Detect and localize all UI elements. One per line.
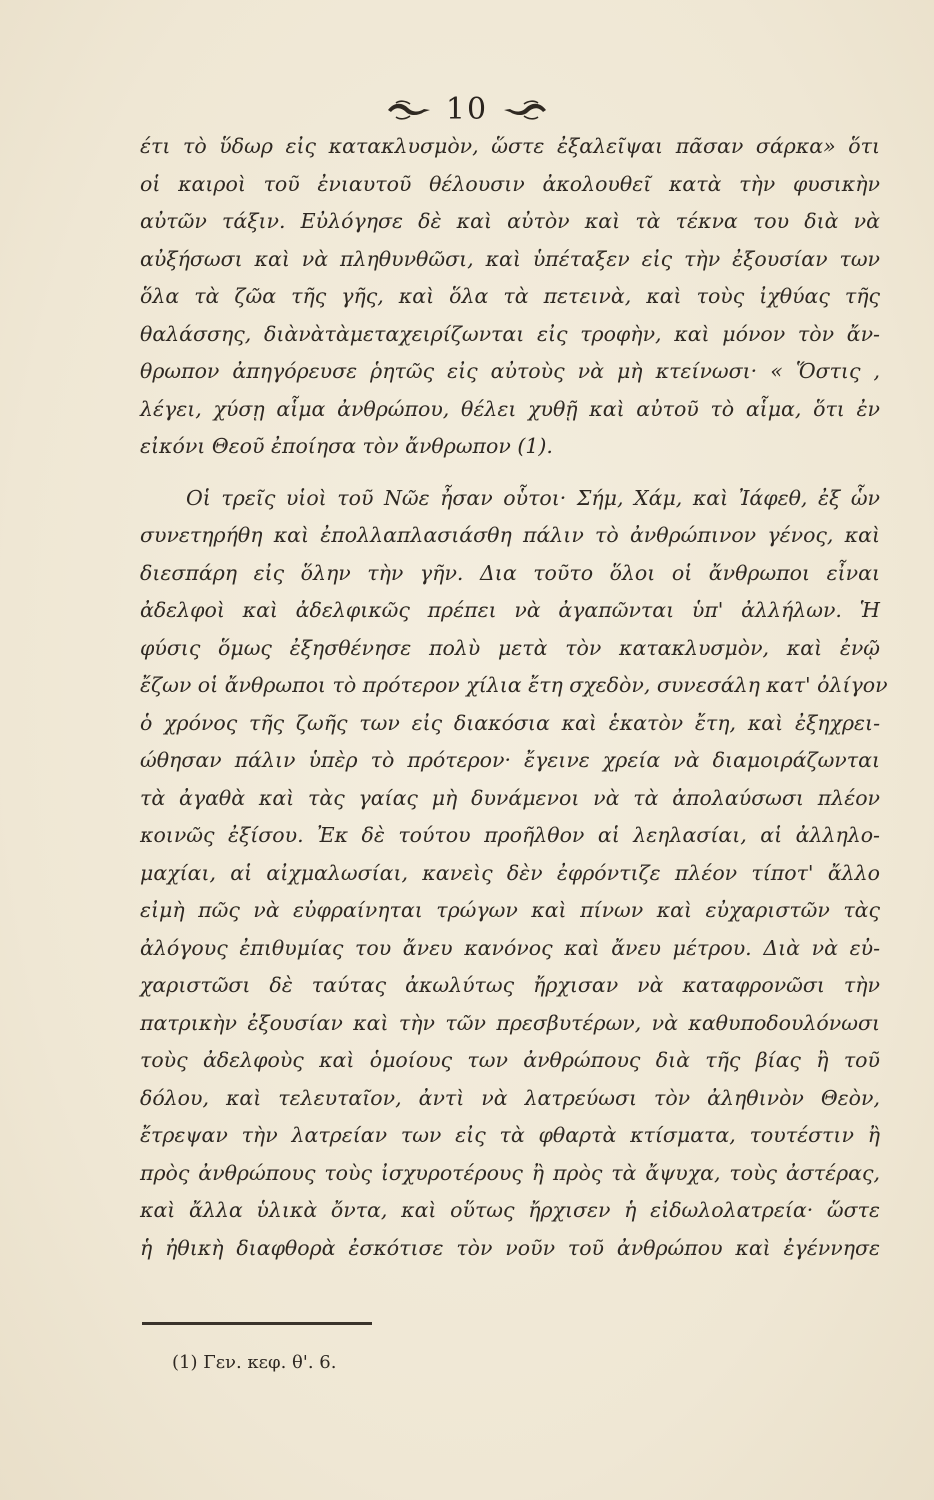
text-line: αὐτῶν τάξιν. Εὐλόγησε δὲ καὶ αὐτὸν καὶ τὰ τέκνα του διὰ νὰ (140, 209, 880, 233)
text-line: αὐξήσωσι καὶ νὰ πληθυνθῶσι, καὶ ὑπέταξεν εἰς τὴν ἐξουσίαν των (140, 246, 880, 271)
footnote: (1) Γεν. κεφ. θ'. 6. (172, 1352, 337, 1373)
footnote-rule (142, 1322, 372, 1325)
text-line: καὶ ἄλλα ὑλικὰ ὄντα, καὶ οὕτως ἤρχισεν ἡ εἰδωλολατρεία· ὥστε (140, 1198, 880, 1222)
text-line: πρὸς ἀνθρώπους τοὺς ἰσχυροτέρους ἢ πρὸς τὰ ἄψυχα, τοὺς ἀστέρας, (140, 1160, 880, 1185)
page-header (0, 92, 934, 127)
text-line: οἱ καιροὶ τοῦ ἐνιαυτοῦ θέλουσιν ἀκολουθεῖ κατὰ τὴν φυσικὴν (140, 171, 880, 196)
text-line: εἰμὴ πῶς νὰ εὐφραίνηται τρώγων καὶ πίνων καὶ εὐχαριστῶν τὰς (140, 898, 880, 922)
text-line: τὰ ἀγαθὰ καὶ τὰς γαίας μὴ δυνάμενοι νὰ τὰ ἀπολαύσωσι πλέον (140, 785, 880, 810)
paragraph-1 (140, 128, 880, 466)
text-line: ώθησαν πάλιν ὑπὲρ τὸ πρότερον· ἔγεινε χρεία νὰ διαμοιράζωνται (140, 748, 880, 772)
text-line: θρωπον ἀπηγόρευσε ῥητῶς εἰς αὐτοὺς νὰ μὴ κτείνωσι· « Ὅστις , (140, 359, 880, 383)
text-line: διεσπάρη εἰς ὅλην τὴν γῆν. Δια τοῦτο ὅλοι οἱ ἄνθρωποι εἶναι (140, 560, 880, 585)
paragraph-gap (140, 466, 880, 480)
right-ornament-icon (502, 99, 548, 121)
left-ornament-icon (386, 99, 432, 121)
text-line: Οἱ τρεῖς υἱοὶ τοῦ Νῶε ἦσαν οὗτοι· Σήμ, Χάμ, καὶ Ἰάφεθ, ἐξ ὧν (186, 485, 880, 510)
text-line: ἔζων οἱ ἄνθρωποι τὸ πρότερον χίλια ἔτη σχεδὸν, συνεσάλη κατ' ὀλίγον (140, 673, 888, 697)
text-line: χαριστῶσι δὲ ταύτας ἀκωλύτως ἤρχισαν νὰ καταφρονῶσι τὴν (140, 973, 880, 997)
text-line: ἀλόγους ἐπιθυμίας του ἄνευ κανόνος καὶ ἄνευ μέτρου. Διὰ νὰ εὐ- (140, 935, 880, 960)
text-line: φύσις ὅμως ἐξησθένησε πολὺ μετὰ τὸν κατακλυσμὸν, καὶ ἐνῷ (140, 635, 880, 660)
text-line: ὅλα τὰ ζῶα τῆς γῆς, καὶ ὅλα τὰ πετεινὰ, καὶ τοὺς ἰχθύας τῆς (140, 284, 880, 308)
text-line: ὁ χρόνος τῆς ζωῆς των εἰς διακόσια καὶ ἑκατὸν ἔτη, καὶ ἐξηχρει- (140, 710, 880, 735)
paragraph-2 (140, 480, 888, 1268)
text-line: ἔτρεψαν τὴν λατρείαν των εἰς τὰ φθαρτὰ κτίσματα, τουτέστιν ἢ (140, 1123, 880, 1147)
text-line: ἀδελφοὶ καὶ ἀδελφικῶς πρέπει νὰ ἀγαπῶνται ὑπ' ἀλλήλων. Ἡ (140, 598, 880, 622)
text-line: τοὺς ἀδελφοὺς καὶ ὁμοίους των ἀνθρώπους διὰ τῆς βίας ἢ τοῦ (140, 1048, 880, 1072)
text-line: συνετηρήθη καὶ ἐπολλαπλασιάσθη πάλιν τὸ ἀνθρώπινον γένος, καὶ (140, 523, 880, 547)
text-line: έτι τὸ ὕδωρ εἰς κατακλυσμὸν, ὥστε ἐξαλεῖψαι πᾶσαν σάρκα» ὅτι (140, 134, 880, 158)
text-line: μαχίαι, αἱ αἰχμαλωσίαι, κανεὶς δὲν ἐφρόντιζε πλέον τίποτ' ἄλλο (140, 860, 880, 885)
text-line: κοινῶς ἐξίσου. Ἐκ δὲ τούτου προῆλθον αἱ λεηλασίαι, αἱ ἀλληλο- (140, 823, 880, 847)
body-text (140, 128, 888, 1267)
text-line: θαλάσσης, διὰνὰτὰμεταχειρίζωνται εἰς τροφὴν, καὶ μόνον τὸν ἄν- (140, 321, 880, 346)
text-line: δόλου, καὶ τελευταῖον, ἀντὶ νὰ λατρεύωσι τὸν ἀληθινὸν Θεὸν, (140, 1085, 880, 1110)
text-line: ἡ ἠθικὴ διαφθορὰ ἐσκότισε τὸν νοῦν τοῦ ἀνθρώπου καὶ ἐγέννησε (140, 1235, 880, 1260)
text-line: πατρικὴν ἐξουσίαν καὶ τὴν τῶν πρεσβυτέρων, νὰ καθυποδουλόνωσι (140, 1010, 880, 1035)
page-number: 10 (445, 92, 489, 127)
text-line: λέγει, χύσῃ αἷμα ἀνθρώπου, θέλει χυθῇ καὶ αὐτοῦ τὸ αἷμα, ὅτι ἐν (140, 396, 880, 421)
text-line: εἰκόνι Θεοῦ ἐποίησα τὸν ἄνθρωπον (1). (140, 434, 553, 458)
